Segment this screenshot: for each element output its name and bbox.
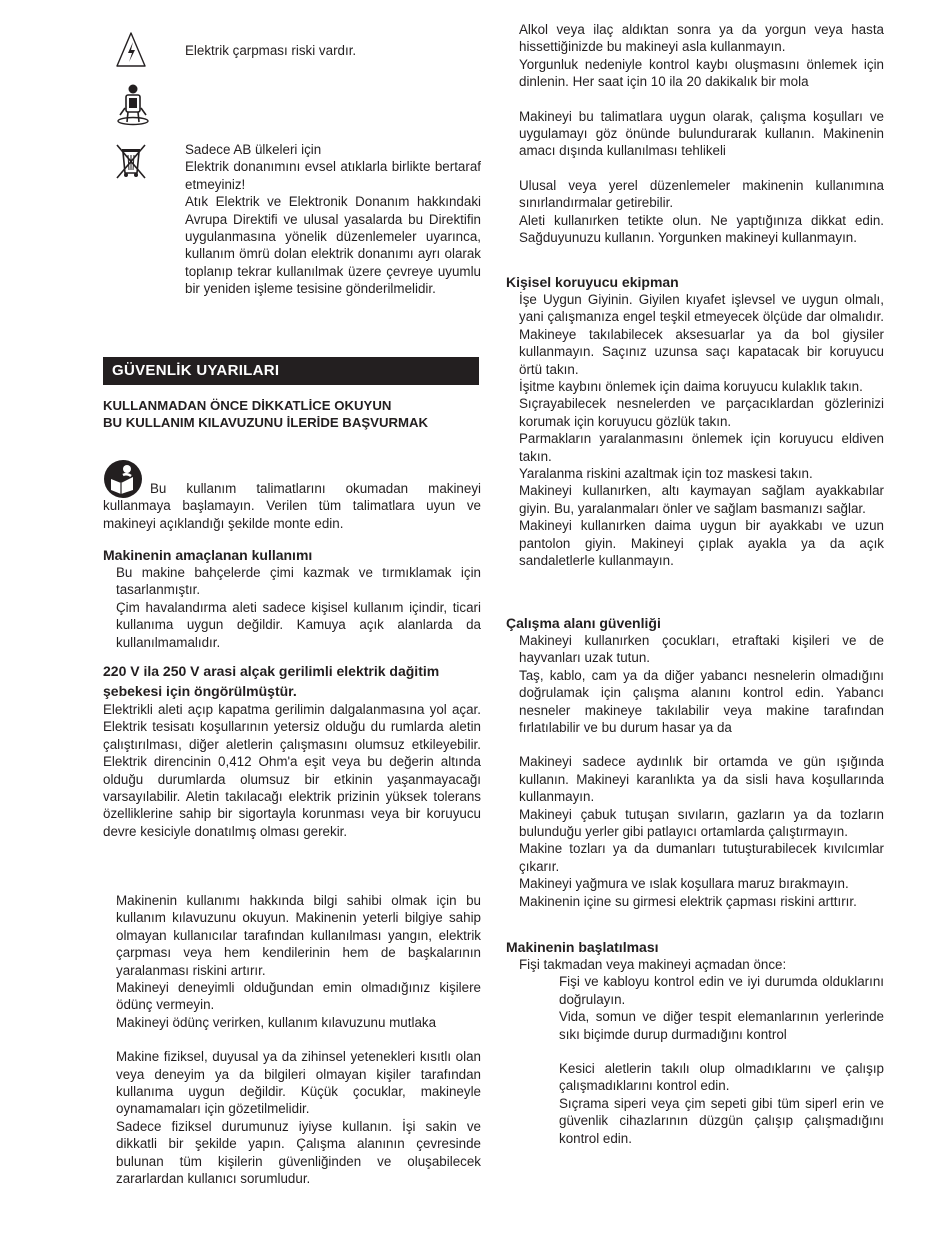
intended-use-section: [103, 547, 481, 651]
startup-item: Vida, somun ve diğer tespit elemanlarının yerlerinde sıkı biçimde durup durmadığını kontrol: [559, 1009, 884, 1042]
weee-line: Elektrik donanımını evsel atıklarla birlikte bertaraf etmeyiniz!: [185, 159, 481, 192]
weee-line: Sadece AB ülkeleri için: [185, 142, 322, 157]
right-top-section: [506, 21, 884, 246]
intended-use-para: Bu makine bahçelerde çimi kazmak ve tırmıklamak için tasarlanmıştır.: [116, 565, 481, 598]
voltage-heading: 220 V ila 250 V arasi alçak gerilimli elektrik dağitim şebekesi için öngörülmüştür.: [103, 663, 440, 699]
right-top-para: Ulusal veya yerel düzenlemeler makinenin kullanımına sınırlandırmalar getirebilir.: [519, 177, 884, 211]
work-area-heading: Çalışma alanı güvenliği: [506, 615, 661, 631]
voltage-text: Elektrikli aleti açıp kapatma gerilimin dalgalanmasına yol açar. Elektrik tesisatı koşullarının yetersiz olduğu du rumlarda aletin çalıştırılması, diğer aletlerin çalışmasını olumsuz etkileyebilir. Elektrik direncinin 0,412 Ohm'a eşit veya bu değerin altında olduğu durumlarda olumsuz bir etkinin yaşanmayacağı varsayılabilir. Aletin takılacağı elektrik prizinin yüksek tolerans özelliklerine sahip bir sigortayla korunması veya bir koruyucu devre kesiciyle donatılmış olması gerekir.: [103, 702, 481, 839]
startup-heading: Makinenin başlatılması: [506, 939, 659, 955]
weee-line: Atık Elektrik ve Elektronik Donanım hakkındaki Avrupa Direktifi ve ulusal yasalarda bu Direktifin uygulanmasına yönelik düzenlemeler uyarınca, kullanım ömrü dolan elektrik donanımı ayrı olarak toplanıp tekrar kullanılmak üzere çevreye uyumlu bir yeniden işleme tesisine gönderilmelidir.: [185, 194, 481, 297]
ppe-para: İşitme kaybını önlemek için daima koruyucu kulaklık takın.: [519, 379, 863, 395]
read-first-line: BU KULLANIM KILAVUZUNU İLERİDE BAŞVURMAK: [103, 415, 429, 430]
voltage-section: [103, 661, 481, 840]
startup-item: Sıçrama siperi veya çim sepeti gibi tüm siperl erin ve güvenlik cihazlarının düzgün çalışıp çalışmadığını kontrol edin.: [559, 1095, 884, 1146]
ppe-para: İşe Uygun Giyinin. Giyilen kıyafet işlevsel ve uygun olmalı, yani çalışmanıza engel teşkil etmeyecek ölçüde dar olmalıdır. Makineye takılabilecek aksesuarlar ya da bol giysiler kullanmayın. Saçınız uzunsa saçı kapatacak bir koruyucu örtü takın.: [519, 292, 884, 377]
manual-note: Bu kullanım talimatlarını okumadan makineyi kullanmaya başlamayın. Verilen tüm talimatlara uyun ve makineyi açıklandığı şekilde monte edin.: [103, 481, 481, 531]
read-first-notice: [103, 397, 481, 431]
section-banner: GÜVENLİK UYARILARI: [103, 357, 479, 385]
ppe-para: Yaralanma riskini azaltmak için toz maskesi takın.: [519, 466, 813, 482]
right-top-para: Alkol veya ilaç aldıktan sonra ya da yorgun veya hasta hissettiğinizde bu makineyi asla kullanmayın.: [519, 22, 884, 55]
ppe-para: Parmakların yaralanmasını önlemek için koruyucu eldiven takın.: [519, 431, 884, 464]
general-safety: [103, 892, 481, 1188]
wear-protection-icon: [113, 82, 153, 128]
ppe-para: Makineyi kullanırken daima uygun bir ayakkabı ve uzun pantolon giyin. Makineyi çıplak ayakla ya da açık sandaletlerle kullanmayın.: [519, 518, 884, 569]
ppe-para: Makineyi kullanırken, altı kaymayan sağlam ayakkabılar giyin. Bu, yaralanmaları önler ve sağlam basmanızı sağlar.: [519, 483, 884, 516]
general-para: Makine fiziksel, duyusal ya da zihinsel yetenekleri kısıtlı olan veya deneyim ya da bilgileri olmayan kişiler tarafından kullanıma uygun değildir. Küçük çocuklar, makineyle oynamamaları için gözetilmelidir.: [116, 1049, 481, 1117]
ppe-heading: Kişisel koruyucu ekipman: [506, 274, 679, 290]
work-area-para: Makineyi çabuk tutuşan sıvıların, gazların ya da tozların bulunduğu yerler gibi patlayıcı ortamlarda çalıştırmayın.: [519, 806, 884, 840]
intended-use-heading: Makinenin amaçlanan kullanımı: [103, 547, 313, 563]
startup-intro: Fişi takmadan veya makineyi açmadan önce:: [519, 957, 787, 972]
work-area-para: Makinenin içine su girmesi elektrik çapması riskini arttırır.: [519, 893, 857, 909]
startup-item: Fişi ve kabloyu kontrol edin ve iyi durumda olduklarını doğrulayın.: [559, 974, 884, 1007]
read-first-line: KULLANMADAN ÖNCE DİKKATLİCE OKUYUN: [103, 398, 392, 413]
shock-warning-text: Elektrik çarpması riski vardır.: [185, 43, 357, 58]
work-area-para: Makineyi sadece aydınlık bir ortamda ve gün ışığında kullanın. Makineyi karanlıkta ya da sisli hava koşullarında kullanmayın.: [519, 754, 884, 805]
ppe-para: Sıçrayabilecek nesnelerden ve parçacıklardan gözlerinizi korumak için koruyucu gözlük takın.: [519, 396, 884, 429]
right-top-para: Aleti kullanırken tetikte olun. Ne yaptığınıza dikkat edin. Sağduyunuzu kullanın. Yorgunken makineyi kullanmayın.: [519, 212, 884, 246]
work-area-section: [506, 615, 884, 910]
intended-use-para: Çim havalandırma aleti sadece kişisel kullanım içindir, ticari kullanıma uygun değildir. Kamuya açık alanlarda da kullanılmamalıdır.: [116, 599, 481, 650]
ppe-section: [506, 274, 884, 570]
weee-notice: [185, 141, 481, 298]
general-para: Makineyi deneyimli olduğundan emin olmadığınız kişilere ödünç vermeyin.: [116, 980, 481, 1013]
work-area-para: Taş, kablo, cam ya da diğer yabancı nesnelerin olmadığını doğrulamak için çalışma alanını kontrol edin. Yabancı nesneler makineye takılabilir veya makine tarafından fırlatılabilir ve bu durum hasar ya da: [519, 667, 884, 736]
work-area-para: Makineyi kullanırken çocukları, etraftaki kişileri ve de hayvanları uzak tutun.: [519, 633, 884, 666]
general-para: Makineyi ödünç verirken, kullanım kılavuzunu mutlaka: [116, 1014, 437, 1030]
startup-item: Kesici aletlerin takılı olup olmadıklarını ve çalışıp çalışmadıklarını kontrol edin.: [559, 1061, 884, 1094]
crossed-bin-icon: [113, 141, 149, 181]
electric-shock-icon: [113, 29, 149, 69]
right-top-para: Makineyi bu talimatlara uygun olarak, çalışma koşulları ve uygulamayı göz önünde bulundurarak kullanın. Makinenin amacı dışında kullanılması tehlikeli: [519, 108, 884, 159]
work-area-para: Makineyi yağmura ve ıslak koşullara maruz bırakmayın.: [519, 876, 849, 892]
right-top-para: Yorgunluk nedeniyle kontrol kaybı oluşmasını önlemek için dinlenin. Her saat için 10 ila 20 dakikalık bir mola: [519, 56, 884, 90]
startup-section: [506, 939, 884, 1147]
work-area-para: Makine tozları ya da dumanları tutuşturabilecek kıvılcımlar çıkarır.: [519, 841, 884, 874]
general-para: Sadece fiziksel durumunuz iyiyse kullanın. İşi sakin ve dikkatli bir şekilde yapın. Çalışma alanının çevresinde bulunan tüm kişilerin güvenliğinden ve oluşabilecek zararlardan kullanıcı sorumludur.: [116, 1118, 481, 1187]
general-para: Makinenin kullanımı hakkında bilgi sahibi olmak için bu kullanım kılavuzunu okuyun. Makinenin yeterli bilgiye sahip olmayan kullanıcılar tarafından kullanılması yangın, elektrik çarpması veya hem kendilerinin hem de başkalarının yaralanması riskini artırır.: [116, 893, 481, 978]
